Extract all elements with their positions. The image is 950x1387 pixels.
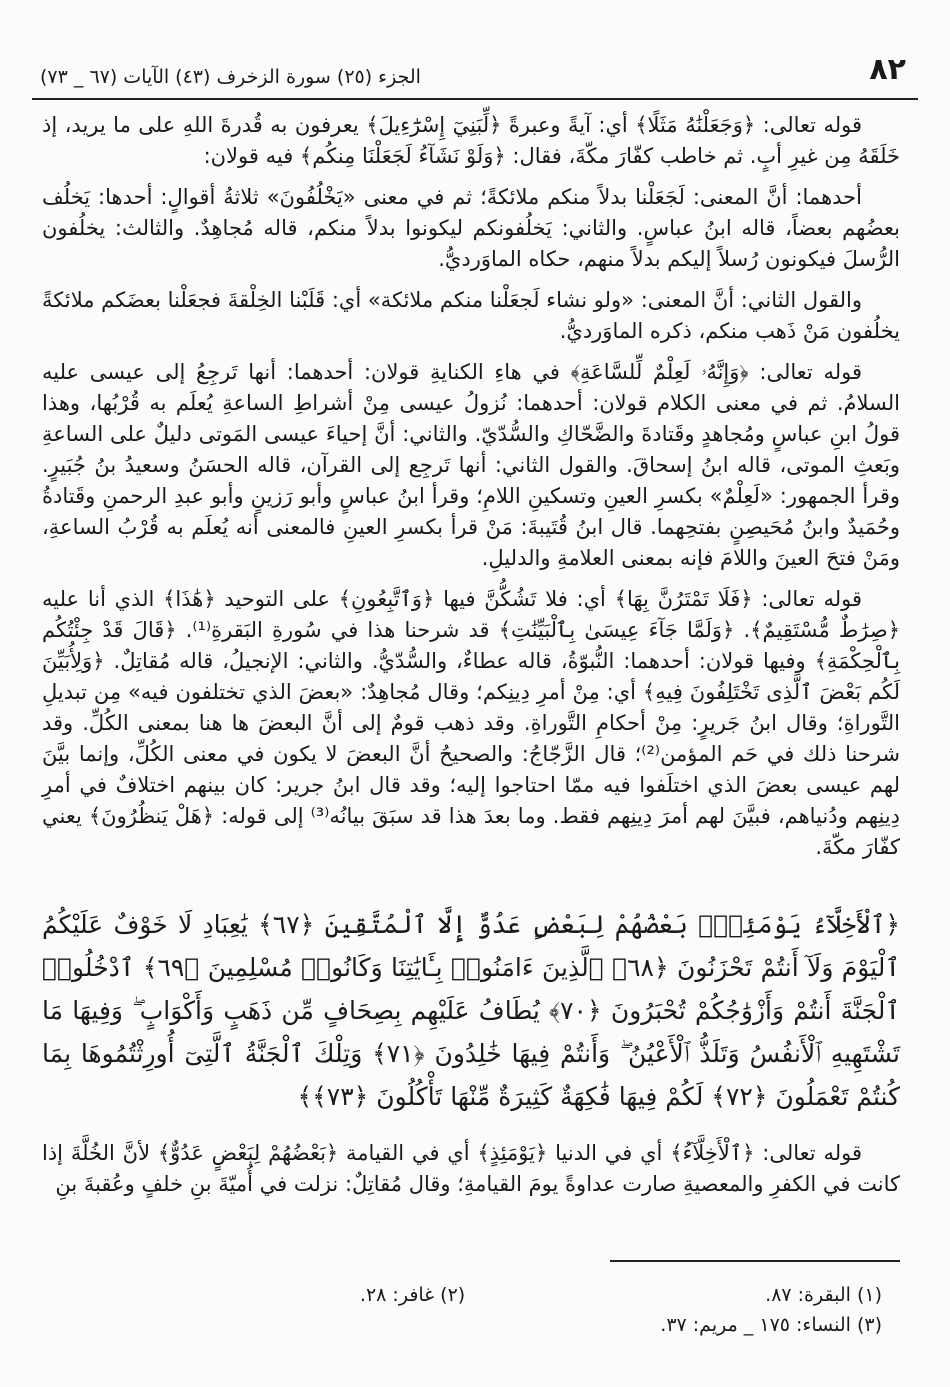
paragraph: والقول الثاني: أنَّ المعنى: «ولو نشاء لَجعَلْنا منكم ملائكة» أي: قَلَبْنا الخِلْقةَ فجعَلْنا بعضَكم ملائكةً يخلُفون مَنْ ذَهب منكم، ذكره الماوَرديُّ. xyxy=(42,288,900,343)
footnote-row xyxy=(42,1314,900,1336)
paragraph: قوله تعالى: ﴿وَجَعَلْنَٰهُ مَثَلًا﴾ أي: آيةً وعبرةً ﴿لِّبَنِيٓ إِسْرَٰٓءِيلَ﴾ يعرفون به قُدرةَ اللهِ على ما يريد، إذ خَلَقَهُ مِن غيرِ أبٍ. ثم خاطب كفّارَ مكّةَ، فقال: ﴿وَلَوْ نَشَآءُ لَجَعَلْنَا مِنكُم﴾ فيه قولان: xyxy=(42,113,900,168)
paragraph: أحدهما: أنَّ المعنى: لَجَعَلْنا بدلاً منكم ملائكةً؛ ثم في معنى «يَخْلُفُونَ» ثلاثةُ أقوالٍ: أحدها: يَخلُف بعضُهم بعضاً، قاله ابنُ عباسٍ. والثاني: يَخلُفونكم ليكونوا بدلاً منكم، قاله مُجاهِدٌ. والثالث: يخلُفون الرُّسلَ فيكونون رُسلاً إليكم بدلاً منهم، حكاه الماوَرديُّ. xyxy=(42,185,900,271)
running-head: الجزء (٢٥) سورة الزخرف (٤٣) الآيات (٦٧ _ ٧٣) xyxy=(40,66,421,88)
paragraph: قوله تعالى: ﴿فَلَا تَمْتَرُنَّ بِهَا﴾ أي: فلا تَشُكُّنَّ فيها ﴿وَٱتَّبِعُونِ﴾ على التوحيد ﴿هَٰذَا﴾ الذي أنا عليه ﴿صِرَٰطٌ مُّسْتَقِيمٌ﴾. ﴿وَلَمَّا جَآءَ عِيسَىٰ بِٱلْبَيِّنَٰتِ﴾ قد شرحنا هذا في سُورةِ البَقرةِ⁽¹⁾. ﴿قَالَ قَدْ جِئْتُكُم بِٱلْحِكْمَةِ﴾ وفيها قولان: أحدهما: النُّبوّةُ، قاله عطاءٌ، والسُّدّيُّ. والثاني: الإنجيلُ، قاله مُقاتِلٌ. ﴿وَلِأُبَيِّنَ لَكُم بَعْضَ ٱلَّذِى تَخْتَلِفُونَ فِيهِ﴾ أي: مِنْ أمرِ دِينِكم؛ وقال مُجاهِدٌ: «بعضَ الذي تختلفون فيه» مِن تبديلِ التَّوراةِ؛ وقال ابنُ جَريرٍ: مِنْ أحكامِ التَّوراةِ. وقد ذهب قومٌ إلى أنَّ البعضَ ها هنا بمعنى الكُلِّ. وقد شرحنا ذلك في حَم المؤمن⁽²⁾؛ قال الزَّجّاجُ: والصحيحُ أنَّ البعضَ لا يكون في معنى الكُلِّ، وإنما بيَّنَ لهم عيسى بعضَ الذي اختلَفوا فيه ممّا احتاجوا إليه؛ وقد قال ابنُ جرير: كان بينهم اختلافٌ في أمرِ دِينِهم ودُنياهم، فبيَّنَ لهم أمرَ دِينِهم فقط. وما بعدَ هذا قد سبَقَ بيانُه⁽³⁾ إلى قوله: ﴿هَلْ يَنظُرُونَ﴾ يعني كفّارَ مكّةَ. xyxy=(42,587,901,859)
header-rule xyxy=(32,98,918,100)
paragraph: قوله تعالى: ﴿وَإِنَّهُۥ لَعِلْمٌ لِّلسَّاعَةِ﴾ في هاءِ الكنايةِ قولان: أحدهما: أنها تَرجِعُ إلى عيسى عليه السلامُ. ثم في معنى الكلام قولان: أحدهما: نُزولُ عيسى مِنْ أشراطِ الساعةِ يُعلَم به قُرْبُها، وهذا قولُ ابنِ عباسٍ ومُجاهدٍ وقَتادةَ والضَّحّاكِ والسُّدّيّ. والثاني: أنَّ إحياءَ عيسى المَوتى دليلٌ على الساعةِ وبَعثِ الموتى، قاله ابنُ إسحاقَ. والقول الثاني: أنها تَرجِع إلى القرآن، قاله الحسَنُ وسعيدُ بنُ جُبَيرٍ. وقرأ الجمهور: «لَعِلْمٌ» بكسرِ العينِ وتسكينِ اللامِ؛ وقرأ ابنُ عباسٍ وأبو رَزينٍ وأبو عبدِ الرحمنِ وقَتادةُ وحُمَيدٌ وابنُ مُحَيصِنٍ بفتحِهما. قال ابنُ قُتَيبةَ: مَنْ قرأ بكسرِ العينِ فالمعنى أنه يُعلَم به قُرْبُ الساعةِ، ومَنْ فتحَ العينَ واللامَ فإنه بمعنى العلامةِ والدليلِ. xyxy=(42,360,900,570)
footnote-spacer xyxy=(42,1284,78,1306)
footnote-row xyxy=(42,1284,900,1306)
footnote-1: (١) البقرة: ٨٧. xyxy=(765,1284,882,1306)
footnote-3: (٣) النساء: ١٧٥ _ مريم: ٣٧. xyxy=(660,1314,882,1336)
footnotes xyxy=(42,1260,900,1336)
footnote-rule xyxy=(610,1260,900,1262)
page-number: ٨٢ xyxy=(869,52,906,87)
page-header xyxy=(32,52,918,100)
paragraph: قوله تعالى: ﴿ٱلْأَخِلَّآءُ﴾ أي في الدنيا ﴿يَوْمَئِذٍ﴾ أي في القيامة ﴿بَعْضُهُمْ لِبَعْضٍ عَدُوٌّ﴾ لأنَّ الخُلَّةَ إذا كانت في الكفرِ والمعصيةِ صارت عداوةً يومَ القيامةِ؛ وقال مُقاتِلٌ: نزلت في أُميّةَ بنِ خلفٍ وعُقبةَ بنِ xyxy=(42,1141,900,1196)
footnote-2: (٢) غافر: ٢٨. xyxy=(359,1284,466,1306)
page-body xyxy=(42,110,900,1210)
quran-verses-block: ﴿ٱلْأَخِلَّآءُ يَوْمَئِذٍۭ بَعْضُهُمْ لِبَعْضٍ عَدُوٌّ إِلَّا ٱلْمُتَّقِينَ ﴿٦٧﴾ يَٰعِبَادِ لَا خَوْفٌ عَلَيْكُمُ ٱلْيَوْمَ وَلَآ أَنتُمْ تَحْزَنُونَ ﴿٦٨﴾ ٱلَّذِينَ ءَامَنُوا۟ بِـَٔايَٰتِنَا وَكَانُوا۟ مُسْلِمِينَ ﴿٦٩﴾ ٱدْخُلُوا۟ ٱلْجَنَّةَ أَنتُمْ وَأَزْوَٰجُكُمْ تُحْبَرُونَ ﴿٧٠﴾ يُطَافُ عَلَيْهِم بِصِحَافٍ مِّن ذَهَبٍ وَأَكْوَابٍ ۖ وَفِيهَا مَا تَشْتَهِيهِ ٱلْأَنفُسُ وَتَلَذُّ ٱلْأَعْيُنُ ۖ وَأَنتُمْ فِيهَا خَٰلِدُونَ ﴿٧١﴾ وَتِلْكَ ٱلْجَنَّةُ ٱلَّتِىٓ أُورِثْتُمُوهَا بِمَا كُنتُمْ تَعْمَلُونَ ﴿٧٢﴾ لَكُمْ فِيهَا فَٰكِهَةٌ كَثِيرَةٌ مِّنْهَا تَأْكُلُونَ ﴿٧٣﴾﴾ xyxy=(42,910,901,1111)
